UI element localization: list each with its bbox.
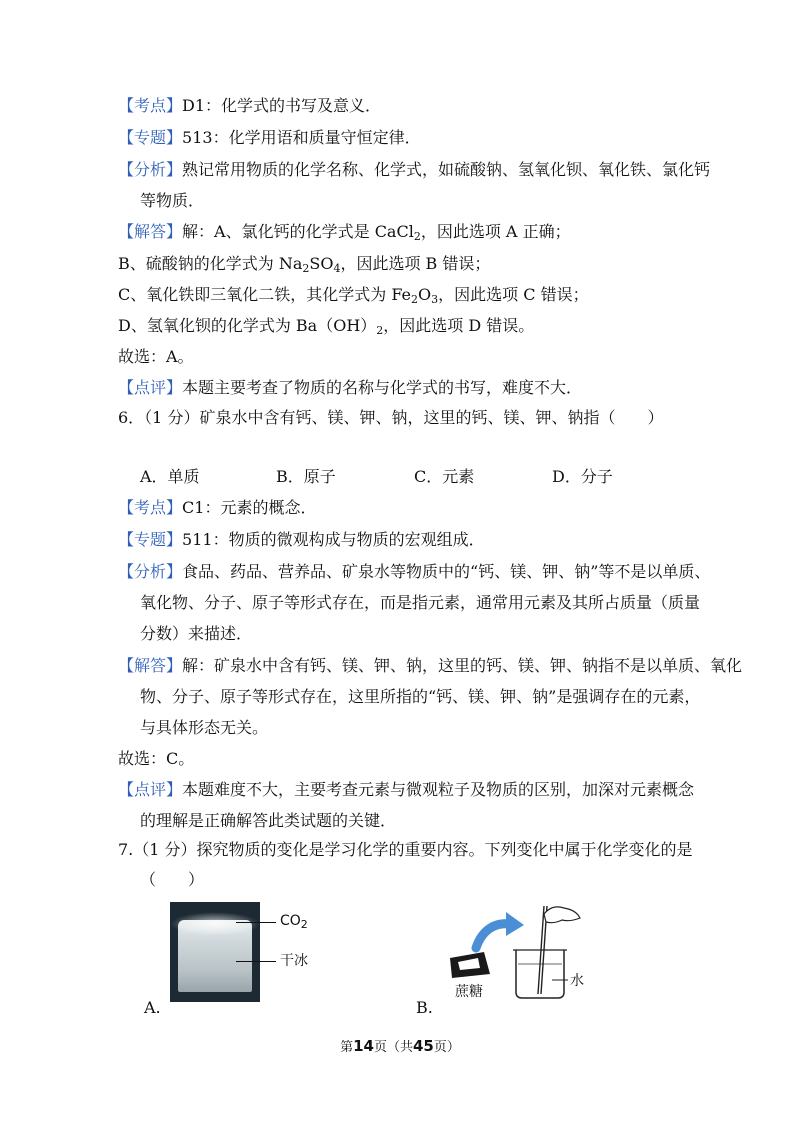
zhuanti-tag: 专题 <box>134 128 167 147</box>
line-b-text: B、硫酸钠的化学式为 Na <box>118 254 303 273</box>
q5-line-c <box>118 285 589 305</box>
q6-dianping: 【点评】本题难度不大，主要考查元素与微观粒子及物质的区别，加深对元素概念 <box>118 780 695 799</box>
q6-answer <box>118 749 194 769</box>
question-stem: 7.（1 分）探究物质的变化是学习化学的重要内容。下列变化中属于化学变化的是 <box>118 840 693 859</box>
q5-line-b <box>118 254 490 274</box>
fenxi-tag: 分析 <box>134 562 167 581</box>
jieda-tag: 解答 <box>134 222 167 241</box>
dianping-tag: 点评 <box>134 780 167 799</box>
jieda-tag: 解答 <box>134 656 167 675</box>
q6-dianping-cont <box>140 811 396 831</box>
option-label: B．原子 <box>276 467 336 486</box>
answer-paren: （ ） <box>140 870 205 889</box>
q5-jieda: 【解答】解：A、氯化钙的化学式是 CaCl$_2$，因此选项 A 正确； <box>118 222 571 243</box>
subscript: 2 <box>413 230 421 243</box>
line-c-mid: O <box>418 285 432 304</box>
q6-fenxi: 【分析】食品、药品、营养品、矿泉水等物质中的“钙、镁、钾、钠”等不是以单质、 <box>118 562 711 581</box>
line-d-end: ，因此选项 D 错误。 <box>383 316 535 335</box>
fenxi-text: 食品、药品、营养品、矿泉水等物质中的“钙、镁、钾、钠”等不是以单质、 <box>182 562 711 581</box>
kaodian-tag: 考点 <box>134 498 167 517</box>
zhuanti-text: 511：物质的微观构成与物质的宏观组成． <box>182 530 485 549</box>
subscript: 2 <box>302 262 310 275</box>
q5-kaodian: 【考点】D1：化学式的书写及意义． <box>118 96 382 115</box>
dianping-text-2: 的理解是正确解答此类试题的关键． <box>140 811 397 830</box>
option-label: A. <box>144 998 161 1017</box>
q5-answer <box>118 347 194 367</box>
kaodian-text: C1：元素的概念． <box>182 498 317 517</box>
subscript: 3 <box>431 293 439 306</box>
q5-line-d <box>118 316 534 336</box>
footer-pre: 第 <box>340 1040 354 1055</box>
fenxi-text-2: 氧化物、分子、原子等形式存在，而是指元素，通常用元素及其所占质量（质量 <box>140 593 701 612</box>
fenxi-text: 熟记常用物质的化学名称、化学式，如硫酸钠、氢氧化钡、氧化铁、氯化钙 <box>182 160 711 179</box>
option-label: A．单质 <box>140 467 200 486</box>
q6-fenxi-cont-1 <box>140 593 700 613</box>
q5-dianping: 【点评】本题主要考查了物质的名称与化学式的书写，难度不大． <box>118 378 583 397</box>
footer-post: 页） <box>433 1040 460 1055</box>
subscript: 2 <box>300 918 308 931</box>
question-stem: 6．（1 分）矿泉水中含有钙、镁、钾、钠，这里的钙、镁、钾、钠指（ ） <box>118 408 664 427</box>
q6-zhuanti: 【专题】511：物质的微观构成与物质的宏观组成． <box>118 530 485 549</box>
answer-text: 故选：A。 <box>118 347 194 366</box>
dianping-text: 本题难度不大，主要考查元素与微观粒子及物质的区别，加深对元素概念 <box>182 780 695 799</box>
dianping-text: 本题主要考查了物质的名称与化学式的书写，难度不大． <box>182 378 583 397</box>
jieda-text-3: 与具体形态无关。 <box>140 718 269 737</box>
dry-ice-photo <box>170 902 260 1002</box>
q7-option-a[interactable] <box>144 998 161 1018</box>
q7-option-b[interactable] <box>416 998 433 1018</box>
kaodian-text: D1：化学式的书写及意义． <box>182 96 382 115</box>
zhuanti-tag: 专题 <box>134 530 167 549</box>
ice-callout-line <box>236 961 276 962</box>
q6-kaodian: 【考点】C1：元素的概念． <box>118 498 317 517</box>
sugar-label <box>455 984 483 1000</box>
jieda-text-end: ，因此选项 A 正确； <box>420 222 571 241</box>
co2-callout-line <box>236 922 276 923</box>
q7-paren <box>140 870 204 890</box>
arrow-head <box>506 912 524 936</box>
q6-jieda-cont-2 <box>140 718 268 738</box>
footer-mid: 页（共 <box>373 1040 413 1055</box>
water-label <box>570 973 584 989</box>
q6-stem <box>118 408 663 428</box>
q6-option-b[interactable] <box>276 467 336 487</box>
option-label: B. <box>416 998 433 1017</box>
line-b-mid: SO <box>309 254 334 273</box>
dry-ice-label <box>280 953 308 969</box>
dianping-tag: 点评 <box>134 378 167 397</box>
q7-stem <box>118 840 693 860</box>
option-label: D．分子 <box>552 467 613 486</box>
line-c-end: ，因此选项 C 错误； <box>438 285 589 304</box>
zhuanti-text: 513：化学用语和质量守恒定律． <box>182 128 421 147</box>
co2-vapor <box>170 912 260 936</box>
sugar-text: 蔗糖 <box>455 984 483 1000</box>
q5-zhuanti: 【专题】513：化学用语和质量守恒定律． <box>118 128 421 147</box>
option-label: C．元素 <box>414 467 475 486</box>
jieda-text: 解：A、氯化钙的化学式是 CaCl <box>182 222 414 241</box>
line-d-text: D、氢氧化钡的化学式为 Ba（OH） <box>118 316 377 335</box>
co2-label <box>280 913 308 929</box>
total-pages: 45 <box>413 1037 434 1055</box>
line-b-end: ，因此选项 B 错误； <box>340 254 491 273</box>
q6-option-c[interactable] <box>414 467 474 487</box>
dry-ice-text: 干冰 <box>280 953 308 969</box>
subscript: 4 <box>333 262 341 275</box>
jieda-text-2: 物、分子、原子等形式存在，这里所指的“钙、镁、钾、钠”是强调存在的元素， <box>140 687 701 706</box>
q6-option-d[interactable] <box>552 467 613 487</box>
fenxi-text-3: 分数）来描述． <box>140 624 253 643</box>
page-footer <box>0 1036 800 1055</box>
q6-jieda: 【解答】解：矿泉水中含有钙、镁、钾、钠，这里的钙、镁、钾、钠指不是以单质、氧化 <box>118 656 743 675</box>
page-number: 14 <box>353 1037 374 1055</box>
q6-jieda-cont-1 <box>140 687 700 707</box>
line-c-text: C、氧化铁即三氧化二铁，其化学式为 Fe <box>118 285 412 304</box>
co2-text: CO <box>280 913 301 929</box>
q6-fenxi-cont-2 <box>140 624 252 644</box>
fenxi-tag: 分析 <box>134 160 167 179</box>
q6-option-a[interactable] <box>140 467 200 487</box>
water-text: 水 <box>570 973 584 989</box>
answer-text: 故选：C。 <box>118 749 195 768</box>
arrow-icon <box>476 924 510 948</box>
jieda-text: 解：矿泉水中含有钙、镁、钾、钠，这里的钙、镁、钾、钠指不是以单质、氧化 <box>182 656 743 675</box>
fenxi-text-2: 等物质． <box>140 191 205 210</box>
hand-icon <box>544 907 580 923</box>
q5-fenxi: 【分析】熟记常用物质的化学名称、化学式，如硫酸钠、氢氧化钡、氧化铁、氯化钙 <box>118 160 711 179</box>
kaodian-tag: 考点 <box>134 96 167 115</box>
subscript: 2 <box>376 324 384 337</box>
subscript: 2 <box>411 293 419 306</box>
q5-fenxi-cont <box>140 191 204 211</box>
